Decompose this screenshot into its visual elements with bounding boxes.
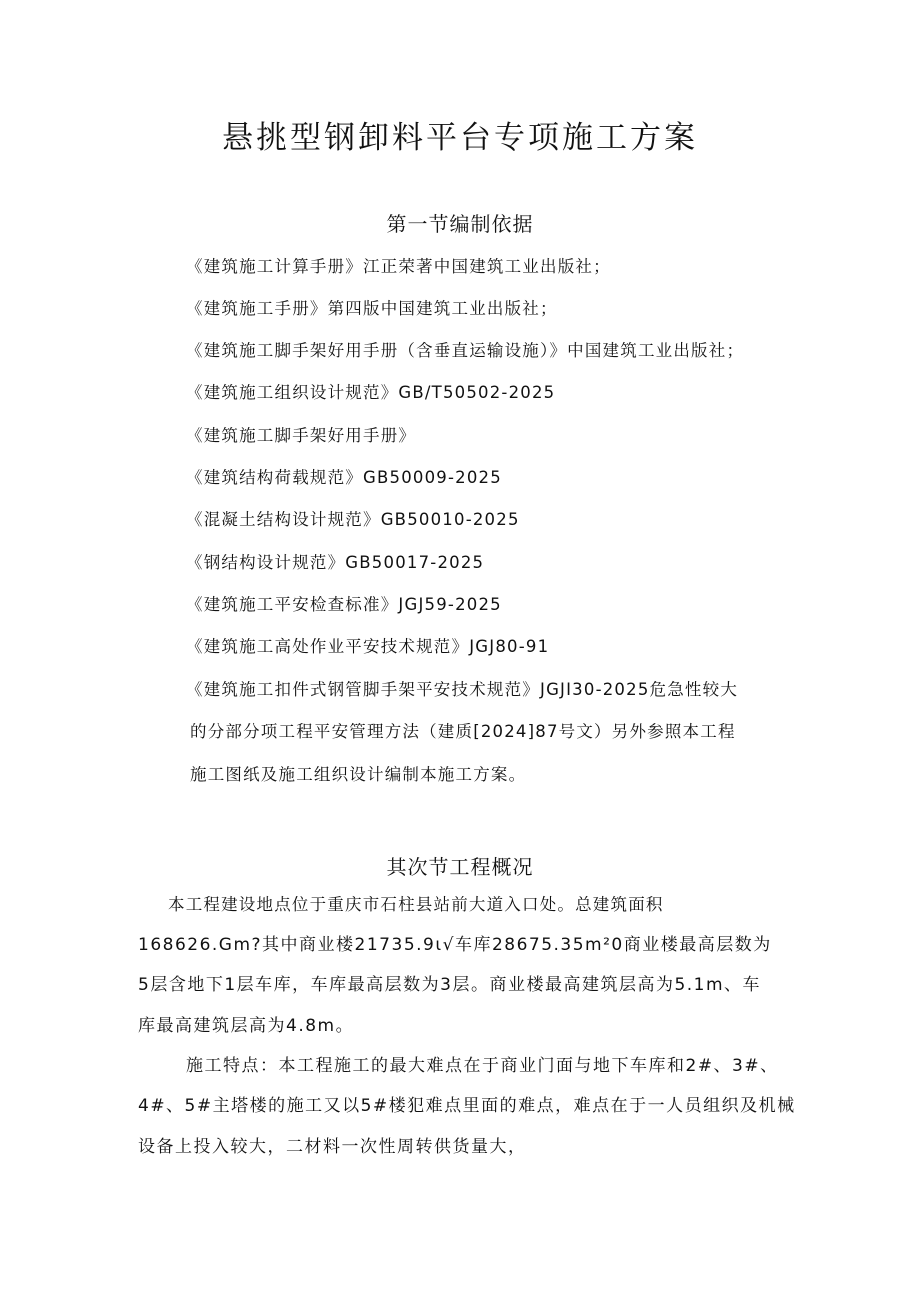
reference-line: 《建筑施工脚手架好用手册》 (186, 426, 417, 445)
reference-line: 《建筑施工手册》第四版中国建筑工业出版社； (186, 299, 558, 318)
body-line: 施工特点：本工程施工的最大难点在于商业门面与地下车库和2#、3#、 (186, 1056, 779, 1076)
reference-line: 《建筑施工高处作业平安技术规范》JGJ80-91 (186, 637, 550, 656)
reference-line: 施工图纸及施工组织设计编制本施工方案。 (190, 765, 527, 784)
reference-line: 《建筑施工计算手册》江正荣著中国建筑工业出版社； (186, 257, 611, 276)
reference-line: 《混凝土结构设计规范》GB50010-2025 (186, 510, 520, 529)
reference-line: 《建筑施工脚手架好用手册（含垂直运输设施）》中国建筑工业出版社； (186, 341, 745, 360)
body-line: 4#、5#主塔楼的施工又以5#楼犯难点里面的难点，难点在于一人员组织及机械 (138, 1096, 796, 1116)
reference-line: 《建筑施工组织设计规范》GB/T50502-2025 (186, 383, 556, 402)
reference-line: 的分部分项工程平安管理方法（建质[2024]87号文）另外参照本工程 (190, 722, 736, 741)
reference-line: 《钢结构设计规范》GB50017-2025 (186, 553, 485, 572)
page-title: 悬挑型钢卸料平台专项施工方案 (222, 120, 698, 156)
body-line: 168626.Gm?其中商业楼21735.9ι√车库28675.35m²0商业楼最高层数为 (138, 935, 772, 955)
reference-line: 《建筑施工扣件式钢管脚手架平安技术规范》JGJI30-2025危急性较大 (186, 680, 739, 699)
body-line: 设备上投入较大，二材料一次性周转供货量大， (138, 1137, 527, 1157)
section-heading-overview: 其次节工程概况 (386, 855, 534, 879)
body-line: 5层含地下1层车库，车库最高层数为3层。商业楼最高建筑层高为5.1m、车 (138, 975, 762, 995)
body-line: 库最高建筑层高为4.8m。 (138, 1016, 355, 1036)
section-heading-basis: 第一节编制依据 (386, 212, 534, 236)
reference-line: 《建筑结构荷载规范》GB50009-2025 (186, 468, 502, 487)
body-line: 本工程建设地点位于重庆市石柱县站前大道入口处。总建筑面积 (168, 895, 664, 914)
reference-line: 《建筑施工平安检查标准》JGJ59-2025 (186, 595, 502, 614)
